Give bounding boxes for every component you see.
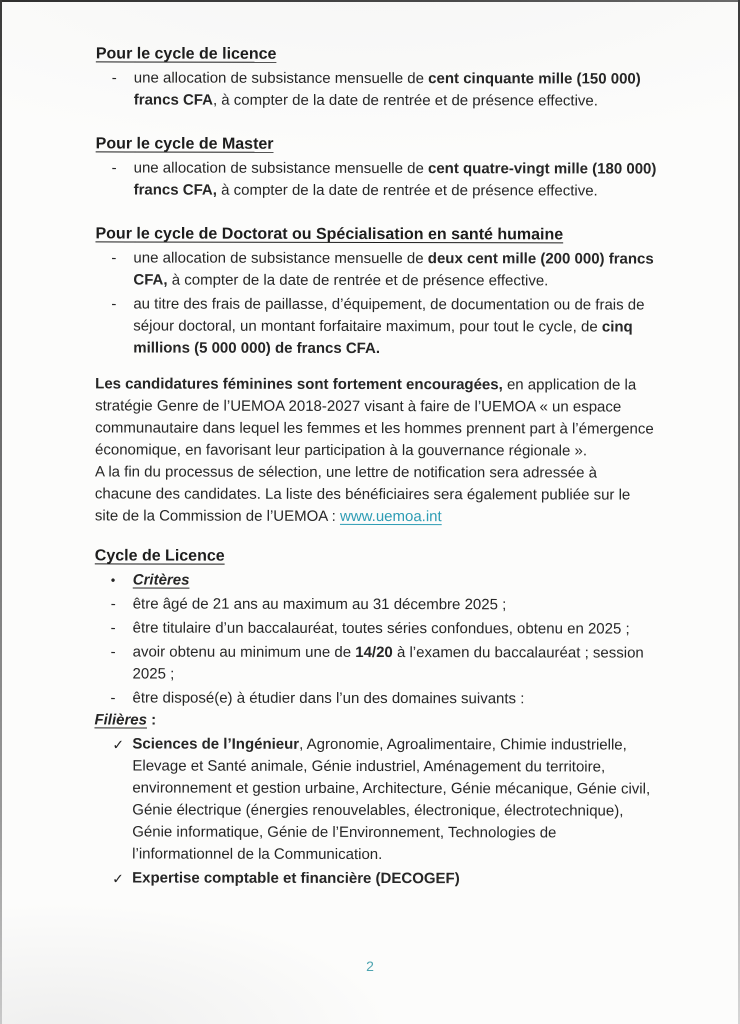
text-run: : (146, 711, 157, 729)
dash-item-text (133, 593, 656, 616)
text-run: Filières (94, 711, 148, 729)
dash-item (96, 67, 657, 112)
text-run: Les candidatures féminines sont fortement encouragées, (95, 375, 503, 394)
check-icon: ✓ (112, 870, 124, 887)
text-run: cinq millions (5 000 000) de francs CFA. (133, 318, 633, 358)
criteria-bullet-item (95, 569, 656, 592)
dash-item (95, 641, 656, 686)
text-run: être âgé de 21 ans au maximum au 31 décembre 2025 ; (132, 595, 507, 614)
dash-bullet: - (111, 249, 117, 267)
dash-item (95, 293, 656, 360)
scan-edge-top (0, 0, 740, 2)
text-run: à l’examen du baccalauréat ; session 2025 ; (132, 644, 644, 683)
dash-item (96, 157, 657, 202)
text-run: être titulaire d’un baccalauréat, toutes séries confondues, obtenu en 2025 ; (132, 619, 630, 638)
uemoa-link[interactable]: www.uemoa.int (339, 507, 442, 526)
text-run: Sciences de l’Ingénieur (132, 735, 300, 753)
text-run: en application de la stratégie Genre de l’UEMOA 2018-2027 visant à faire de l’UEMOA « un espace communautaire dans lequel les femmes et les hommes prennent part à l’émergence économique, en favorisant leur participation à la gouvernance régionale ». (95, 376, 654, 460)
filieres-label (94, 709, 655, 732)
dash-item-text (133, 247, 656, 292)
paragraph (95, 461, 656, 528)
section-heading (96, 43, 657, 66)
text-run: 14/20 (355, 643, 393, 662)
text-run: à compter de la date de rentrée et de présence effective. (216, 181, 598, 200)
dash-item-text (134, 67, 657, 112)
text-run: Cycle de Licence (94, 547, 225, 565)
dash-item (95, 593, 656, 616)
filiere-text (132, 867, 655, 890)
dash-item-text (133, 293, 656, 360)
dash-item (94, 687, 655, 710)
text-run: au titre des frais de paillasse, d’équipement, de documentation ou de frais de séjour doctoral, un montant forfaitaire maximum, pour tout le cycle, de (133, 295, 645, 336)
page-number: 2 (366, 958, 374, 974)
text-run: Pour le cycle de Doctorat ou Spécialisation en santé humaine (95, 225, 564, 244)
text-run: Expertise comptable et financière (DECOGEF) (132, 869, 460, 888)
dash-bullet: - (111, 159, 117, 177)
text-run: Pour le cycle de licence (95, 45, 277, 63)
scan-edge-left (0, 0, 2, 1024)
text-run: cent cinquante mille (150 000) francs CFA (133, 70, 641, 109)
text-run: avoir obtenu au minimum une de (132, 643, 356, 661)
dash-item (95, 247, 656, 292)
text-run: Pour le cycle de Master (95, 135, 274, 153)
criteria-label (133, 569, 656, 592)
paragraph (95, 373, 656, 462)
text-run: une allocation de subsistance mensuelle de (133, 69, 429, 88)
text-run: Critères (132, 571, 190, 589)
dash-item-text (133, 617, 656, 640)
dash-bullet: - (110, 689, 116, 707)
filiere-check-item (94, 733, 655, 866)
check-icon: ✓ (112, 736, 125, 753)
text-run: , Agronomie, Agroalimentaire, Chimie industrielle, Elevage et Santé animale, Génie industriel, Aménagement du territoire, environnement et gestion urbaine, Architecture, Génie mécanique, Génie civil, Génie électrique (énergies renouvelables, électronique, électrotechnique), Génie informatique, Génie de l’Environnement, Technologies de l’informationnel de la Communication. (132, 735, 651, 864)
document-content (94, 43, 657, 890)
text-run: à compter de la date de rentrée et de présence effective. (167, 271, 549, 290)
dash-bullet: - (111, 295, 117, 313)
dash-bullet: - (111, 69, 117, 87)
dash-bullet: - (110, 619, 116, 637)
section-heading (95, 223, 656, 246)
dash-item (95, 617, 656, 640)
filiere-text (132, 733, 655, 866)
bullet-dot: • (110, 572, 116, 588)
text-run: cent quatre-vingt mille (180 000) francs CFA, (133, 160, 657, 199)
dash-item-text (132, 687, 655, 710)
text-run: une allocation de subsistance mensuelle de (133, 249, 428, 268)
text-run: , à compter de la date de rentrée et de présence effective. (212, 91, 598, 110)
section-heading (95, 545, 656, 568)
dash-item-text (133, 641, 656, 686)
filiere-check-item (94, 867, 655, 890)
dash-bullet: - (110, 595, 116, 613)
dash-bullet: - (110, 643, 116, 661)
text-run: être disposé(e) à étudier dans l’un des domaines suivants : (132, 689, 525, 708)
section-heading (96, 133, 657, 156)
text-run: A la fin du processus de sélection, une lettre de notification sera adressée à chacune des candidates. La liste des bénéficiaires sera également publiée sur le site de la Commission de l’UEMOA : (94, 463, 631, 525)
dash-item-text (134, 157, 657, 202)
text-run: une allocation de subsistance mensuelle de (133, 159, 429, 178)
text-run: deux cent mille (200 000) francs CFA, (133, 250, 654, 289)
